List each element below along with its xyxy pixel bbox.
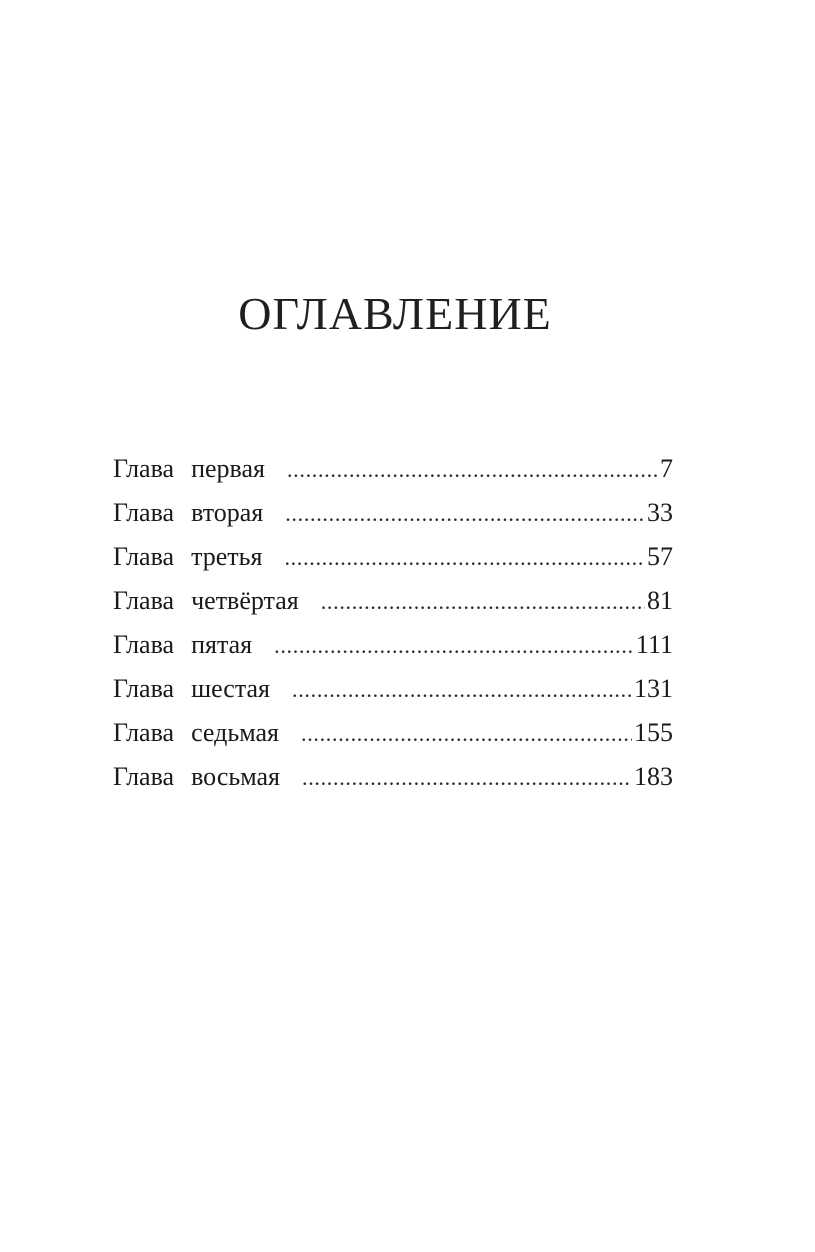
chapter-name: седьмая <box>191 718 279 747</box>
chapter-word: Глава <box>113 674 175 703</box>
chapter-name: третья <box>191 542 263 571</box>
page-number: 33 <box>647 498 673 527</box>
chapter-name: пятая <box>191 630 253 659</box>
chapter-word: Глава <box>113 630 175 659</box>
dot-leader <box>287 448 658 492</box>
page-number: 7 <box>660 454 673 483</box>
dot-leader <box>284 536 645 580</box>
dot-leader <box>301 712 632 756</box>
chapter-name: четвёртая <box>191 586 299 615</box>
dot-leader <box>292 668 632 712</box>
chapter-word: Глава <box>113 718 175 747</box>
toc-entry[interactable] <box>113 579 673 623</box>
dot-leader <box>285 492 645 536</box>
toc-entry[interactable] <box>113 535 673 579</box>
chapter-word: Глава <box>113 498 175 527</box>
dot-leader <box>321 580 645 624</box>
chapter-word: Глава <box>113 762 175 791</box>
chapter-name: вторая <box>191 498 264 527</box>
page-number: 183 <box>634 762 673 791</box>
toc-entry[interactable] <box>113 447 673 491</box>
dot-leader <box>302 756 632 800</box>
toc-entry[interactable] <box>113 623 673 667</box>
chapter-name: первая <box>191 454 265 483</box>
toc-entry[interactable] <box>113 667 673 711</box>
page-number: 81 <box>647 586 673 615</box>
toc-entry[interactable] <box>113 491 673 535</box>
chapter-word: Глава <box>113 454 175 483</box>
table-of-contents <box>113 447 673 799</box>
toc-entry[interactable] <box>113 755 673 799</box>
page-number: 131 <box>634 674 673 703</box>
page-number: 111 <box>635 630 673 659</box>
page-title: ОГЛАВЛЕНИЕ <box>238 288 552 339</box>
chapter-name: восьмая <box>191 762 280 791</box>
chapter-name: шестая <box>191 674 271 703</box>
toc-entry[interactable] <box>113 711 673 755</box>
chapter-word: Глава <box>113 586 175 615</box>
page-number: 155 <box>634 718 673 747</box>
dot-leader <box>274 624 634 668</box>
chapter-word: Глава <box>113 542 175 571</box>
page-number: 57 <box>647 542 673 571</box>
